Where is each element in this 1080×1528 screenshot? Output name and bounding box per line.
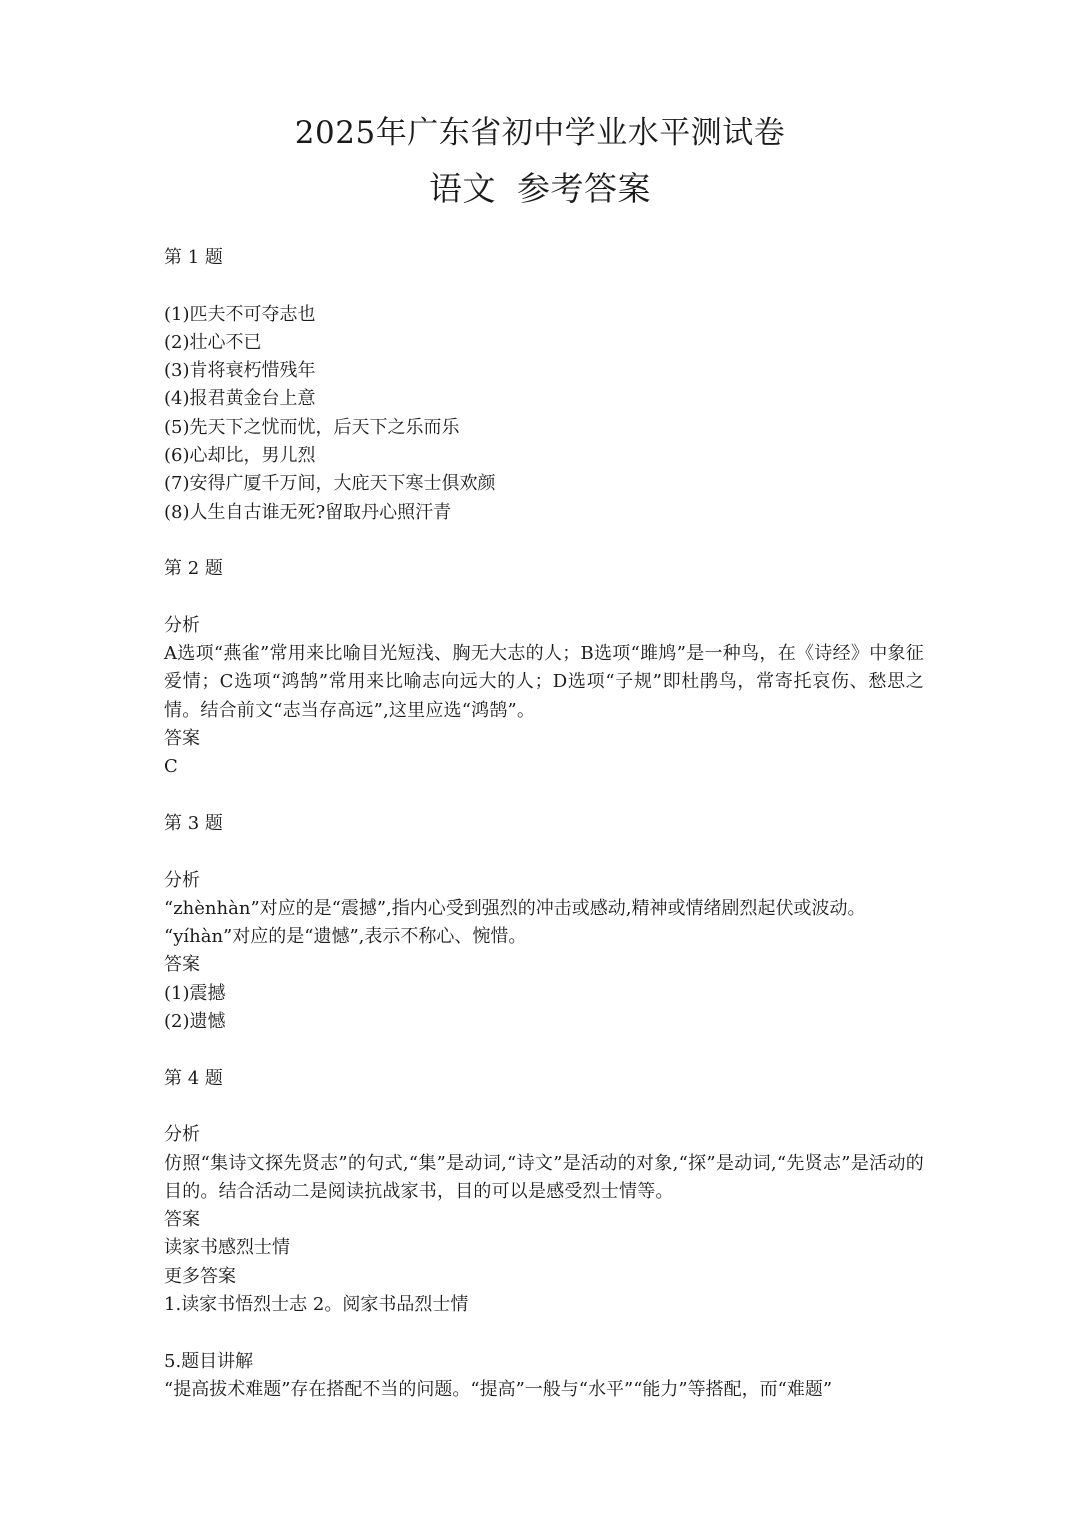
q1-answer-2: (2)壮心不已 <box>164 331 262 353</box>
q1-answer-7: (7)安得广厦千万间，大庇天下寒士俱欢颜 <box>164 473 496 495</box>
q2-answer-label: 答案 <box>164 728 200 750</box>
answer-content <box>164 244 924 1404</box>
q2-answer: C <box>164 756 178 778</box>
document-subtitle: 语文 参考答案 <box>429 169 651 208</box>
q1-heading: 第 1 题 <box>164 247 223 268</box>
document-title: 2025年广东省初中学业水平测试卷 <box>294 115 786 151</box>
q1-answer-5: (5)先天下之忧而忧，后天下之乐而乐 <box>164 416 460 438</box>
q3-analysis-line-1: “zhènhàn”对应的是“震撼”,指内心受到强烈的冲击或感动,精神或情绪剧烈起伏或波动。 <box>164 897 866 919</box>
q3-answer-2: (2)遗憾 <box>164 1011 226 1033</box>
q3-answer-1: (1)震撼 <box>164 982 226 1004</box>
q4-heading: 第 4 题 <box>164 1067 223 1089</box>
q1-answer-3: (3)肯将衰朽惜残年 <box>164 360 316 382</box>
q4-more-answers: 1.读家书悟烈士志 2。阅家书品烈士情 <box>164 1293 469 1315</box>
q1-answer-8: (8)人生自古谁无死?留取丹心照汗青 <box>164 501 452 523</box>
q2-heading: 第 2 题 <box>164 558 223 580</box>
q4-analysis-text: 仿照“集诗文探先贤志”的句式,“集”是动词,“诗文”是活动的对象,“探”是动词,“先贤志”是活动的目的。结合活动二是阅读抗战家书，目的可以是感受烈士情等。 <box>164 1152 924 1202</box>
q1-answer-6: (6)心却比，男儿烈 <box>164 445 316 467</box>
q5-text: “提高拔术难题”存在搭配不当的问题。“提高”一般与“水平”“能力”等搭配，而“难题” <box>164 1378 833 1400</box>
q1-answer-4: (4)报君黄金台上意 <box>164 388 316 410</box>
q2-analysis-text: A选项“燕雀”常用来比喻目光短浅、胸无大志的人；B选项“雎鸠”是一种鸟，在《诗经》中象征爱情；C选项“鸿鹄”常用来比喻志向远大的人；D选项“子规”即杜鹃鸟，常寄托哀伤、愁思之情。结合前文“志当存高远”,这里应选“鸿鹄”。 <box>164 643 924 721</box>
q3-analysis-line-2: “yíhàn”对应的是“遗憾”,表示不称心、惋惜。 <box>164 926 527 948</box>
q1-answer-1: (1)匹夫不可夺志也 <box>164 303 316 325</box>
q4-more-answers-label: 更多答案 <box>164 1265 236 1287</box>
q3-analysis-label: 分析 <box>164 869 200 891</box>
q2-analysis-label: 分析 <box>164 614 200 636</box>
q4-answer: 读家书感烈士情 <box>164 1237 290 1259</box>
q4-answer-label: 答案 <box>164 1209 200 1231</box>
q3-answer-label: 答案 <box>164 954 200 976</box>
q4-analysis-label: 分析 <box>164 1124 200 1146</box>
q3-heading: 第 3 题 <box>164 812 223 834</box>
q5-heading: 5.题目讲解 <box>164 1350 254 1372</box>
